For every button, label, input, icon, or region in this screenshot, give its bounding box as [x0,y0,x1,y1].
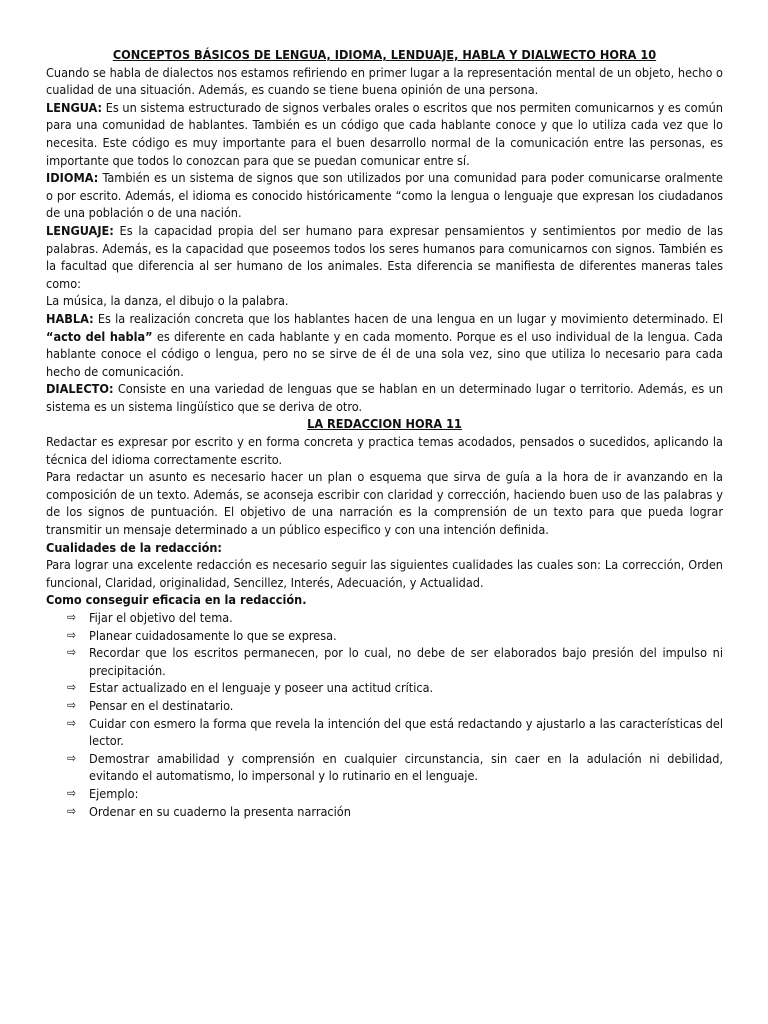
intro-paragraph: Cuando se habla de dialectos nos estamos refiriendo en primer lugar a la representación mental de un objeto, hecho o cualidad de una situación. Además, es cuando se tiene buena opinión de una persona. [46,64,723,98]
habla-text-1: Es la realización concreta que los hablantes hacen de una lengua en un lugar y movimiento determinado. El [93,310,723,326]
idioma-term: IDIOMA: [46,170,99,186]
lengua-definition [46,99,723,169]
cualidades-paragraph: Para lograr una excelente redacción es necesario seguir las siguientes cualidades las cuales son: La corrección, Orden funcional, Claridad, originalidad, Sencillez, Interés, Adecuación, y Actualidad. [46,557,723,590]
arrow-right-icon: ⇨ [67,750,77,765]
arrow-right-icon: ⇨ [67,680,77,695]
list-item [46,785,723,803]
arrow-right-icon: ⇨ [67,715,77,730]
document-title: CONCEPTOS BÁSICOS DE LENGUA, IDIOMA, LENDUAJE, HABLA Y DIALWECTO HORA 10 [112,47,657,62]
redaccion-paragraph-1: Redactar es expresar por escrito y en forma concreta y practica temas acodados, pensados o sucedidos, aplicando la técnica del idioma correctamente escrito. [46,434,723,467]
habla-definition [46,310,723,380]
arrow-right-icon: ⇨ [67,610,77,624]
list-item-text: Demostrar amabilidad y comprensión en cualquier circunstancia, sin caer en la adulación ni debilidad, evitando el automatismo, lo impersonal y lo rutinario en el lenguaje. [89,750,723,784]
habla-term: HABLA: [46,310,94,326]
list-item-text: Ordenar en su cuaderno la presenta narración [89,803,351,819]
list-item [46,609,723,627]
document-page [46,46,723,820]
section-title-redaccion: LA REDACCION HORA 11 [307,416,462,432]
eficacia-list [46,609,723,820]
idioma-text: También es un sistema de signos que son utilizados por una comunidad para poder comunicarse oralmente o por escrito. Además, el idioma es conocido históricamente “como la lengua o lenguaje que expresan los ciudadanos de una población o de una nación. [46,170,723,221]
arrow-right-icon: ⇨ [67,697,77,712]
idioma-definition [46,169,723,222]
redaccion-paragraph-2: Para redactar un asunto es necesario hacer un plan o esquema que sirva de guía a la hora de ir avanzando en la composición de un texto. Además, se aconseja escribir con claridad y corrección, haciendo buen uso de las palabras y de los signos de puntuación. El objetivo de una narración es la comprensión de un texto para que pueda lograr transmitir un mensaje determinado a un público especifico y con una intención definida. [46,469,723,538]
dialecto-definition [46,380,723,415]
eficacia-heading: Como conseguir eficacia en la redacción. [46,592,307,608]
list-item-text: Planear cuidadosamente lo que se expresa. [89,627,337,643]
dialecto-text: Consiste en una variedad de lenguas que se hablan en un determinado lugar o territorio. Además, es un sistema es un sistema lingüístico que se deriva de otro. [46,381,723,414]
habla-quote: “acto del habla” [46,328,153,344]
list-item-text: Cuidar con esmero la forma que revela la intención del que está redactando y ajustarlo a las características del lector. [89,715,723,749]
list-item [46,750,723,785]
arrow-right-icon: ⇨ [67,785,77,800]
list-item-text: Estar actualizado en el lenguaje y poseer una actitud crítica. [89,680,434,696]
lenguaje-text: Es la capacidad propia del ser humano para expresar pensamientos y sentimientos por medio de las palabras. Además, es la capacidad que poseemos todos los seres humanos para comunicarnos con signos. También es la facultad que diferencia al ser humano de los animales. Esta diferencia se manifiesta de diferentes maneras tales como: [46,222,723,291]
list-item [46,697,723,715]
dialecto-term: DIALECTO: [46,381,114,397]
list-item [46,644,723,679]
list-item [46,803,723,821]
lengua-term: LENGUA: [46,99,103,115]
list-item-text: Fijar el objetivo del tema. [89,610,233,625]
list-item [46,679,723,697]
list-item-text: Pensar en el destinatario. [89,697,234,713]
list-item-text: Recordar que los escritos permanecen, por lo cual, no debe de ser elaborados bajo presión del impulso ni precipitación. [89,645,723,678]
lenguaje-term: LENGUAJE: [46,222,114,238]
lenguaje-definition [46,222,723,292]
arrow-right-icon: ⇨ [67,803,77,818]
habla-text-2: es diferente en cada hablante y en cada momento. Porque es el uso individual de la lengua. Cada hablante conoce el código o lengua, pero no se sirve de él de una sola vez, sino que utiliza lo necesario para cada hecho de comunicación. [46,328,723,379]
lenguaje-continuation: La música, la danza, el dibujo o la palabra. [46,293,289,309]
list-item [46,627,723,645]
cualidades-heading: Cualidades de la redacción: [46,539,222,555]
list-item [46,715,723,750]
lengua-text: Es un sistema estructurado de signos verbales orales o escritos que nos permiten comunicarnos y es común para una comunidad de hablantes. También es un código que cada hablante conoce y que lo utiliza cada vez que lo necesita. Este código es muy importante para el buen desarrollo normal de la comunicación entre las personas, es importante que todos lo conozcan para que se puedan comunicar entre sí. [46,99,723,168]
arrow-right-icon: ⇨ [67,627,77,642]
arrow-right-icon: ⇨ [67,645,77,660]
list-item-text: Ejemplo: [89,785,139,801]
